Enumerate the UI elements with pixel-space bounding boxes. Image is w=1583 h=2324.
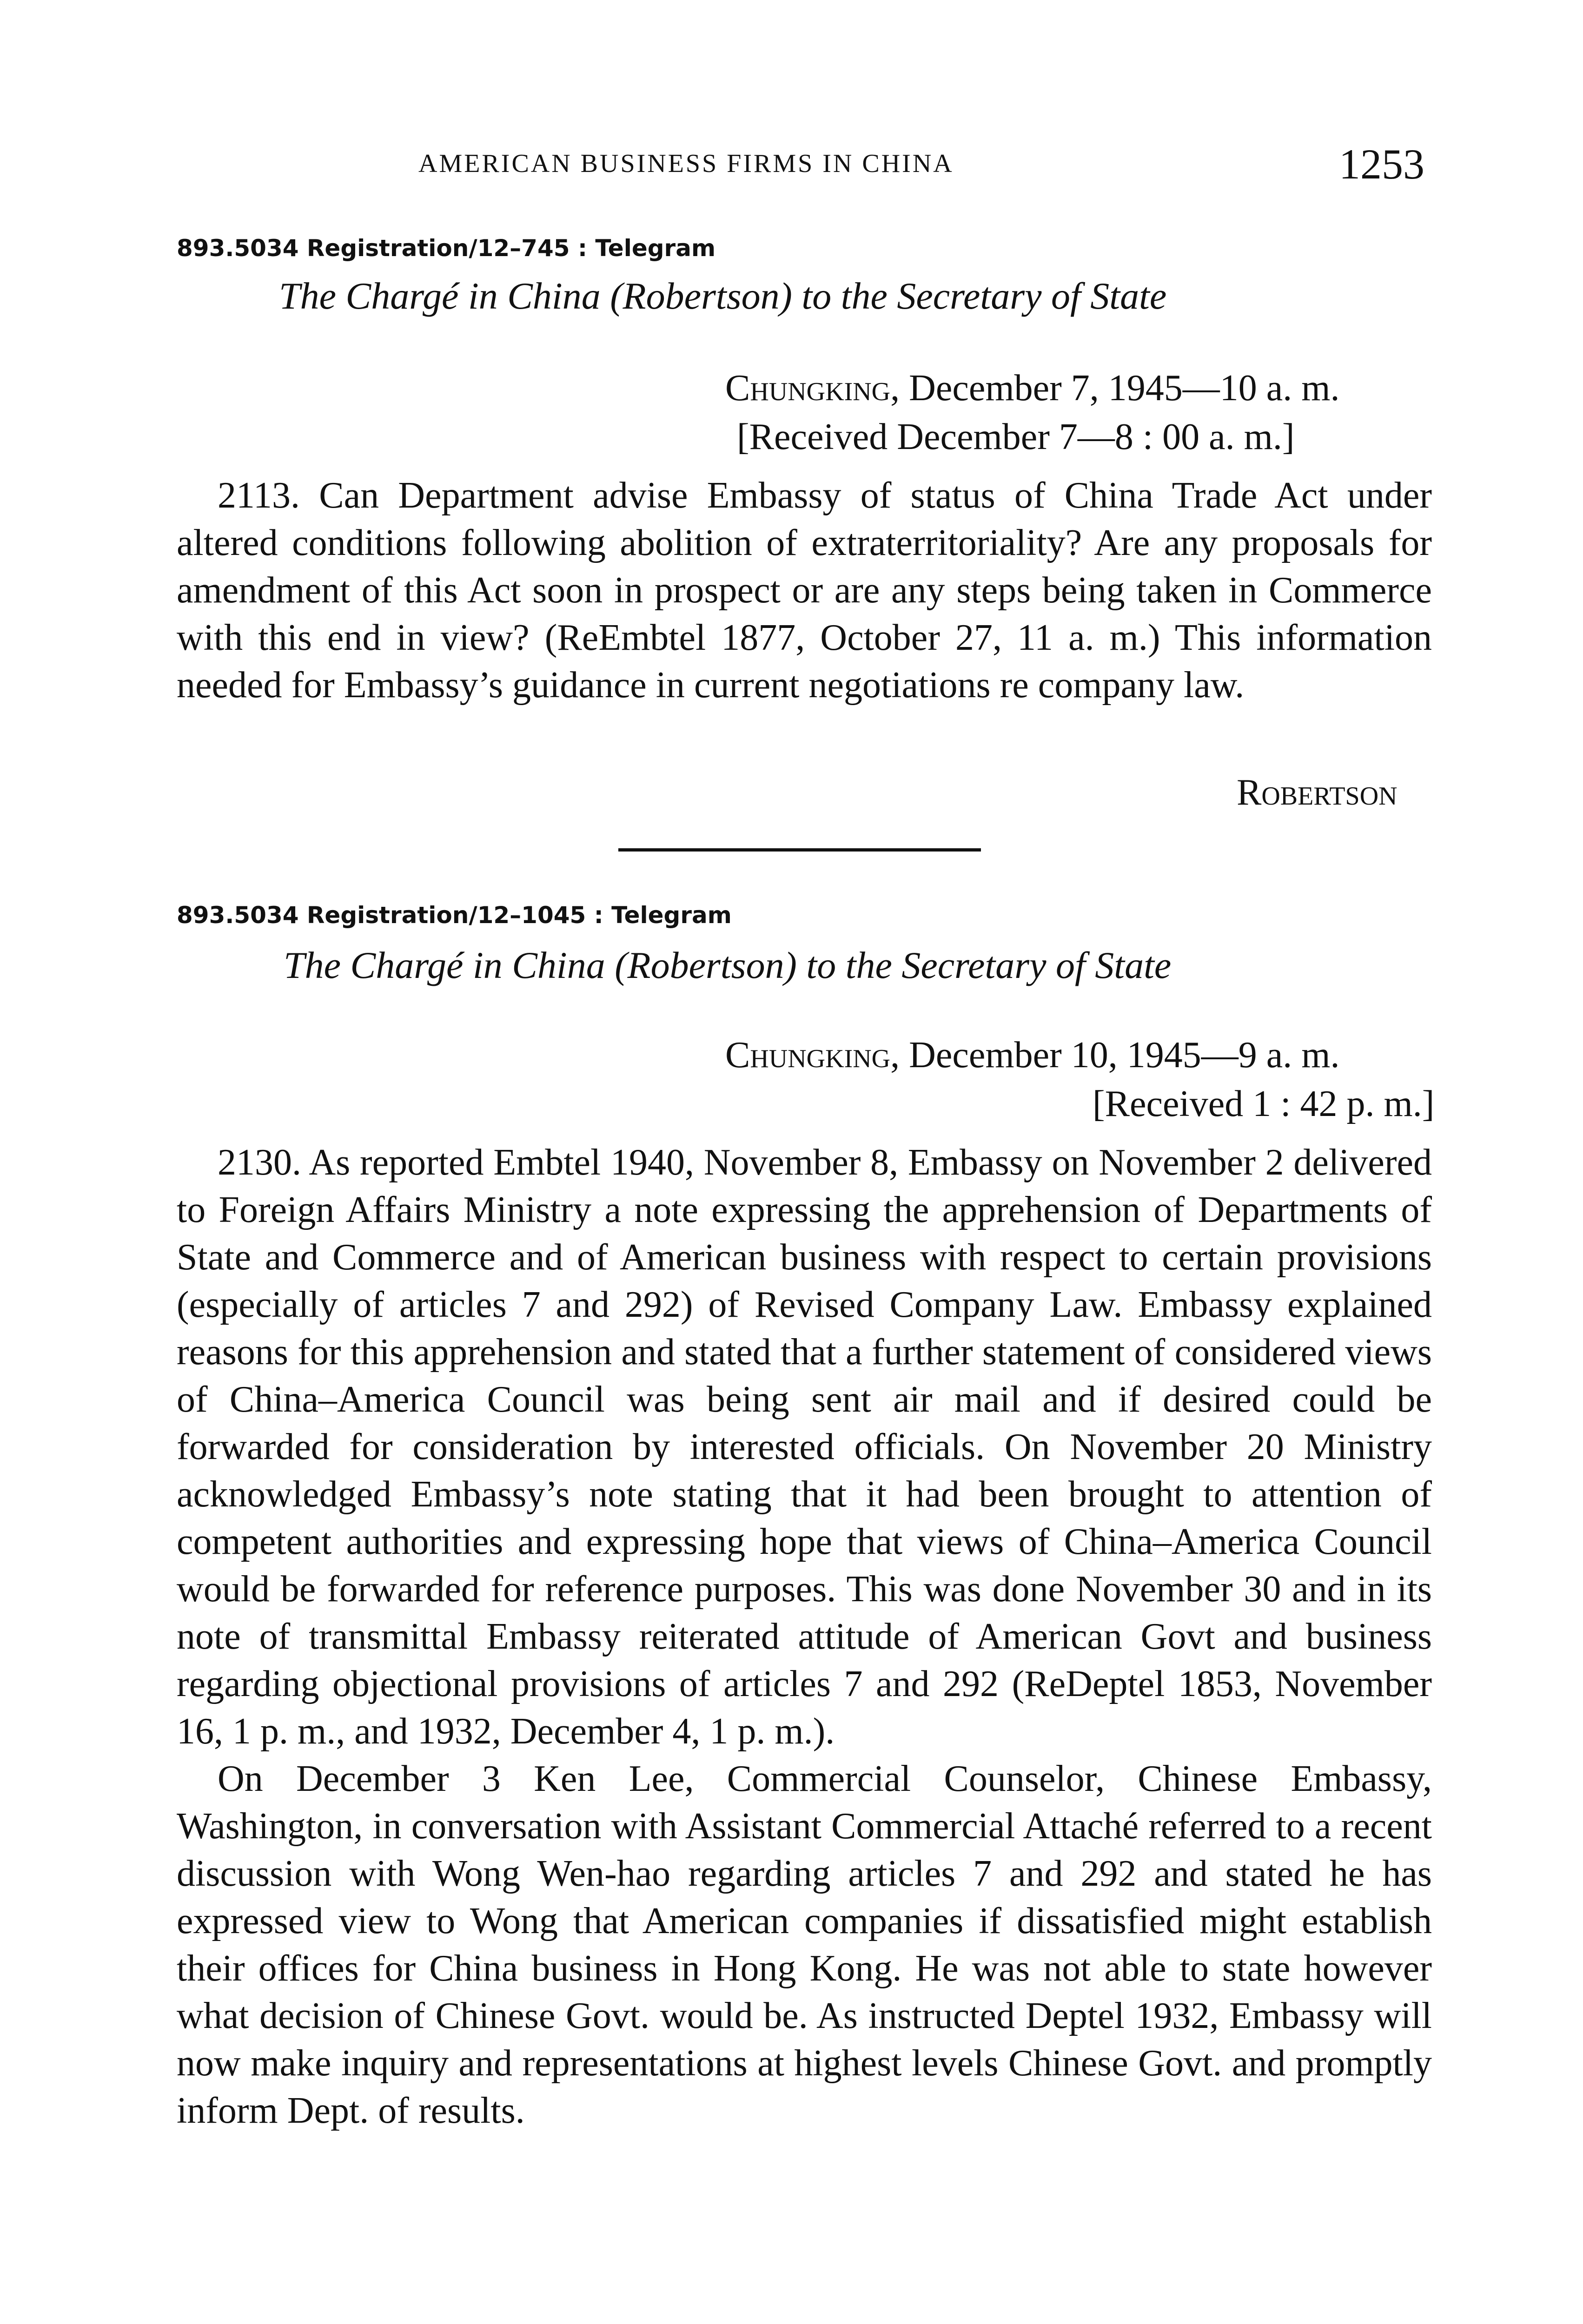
document-body-1 — [177, 472, 1432, 709]
dateline-2 — [725, 1034, 1340, 1076]
dateline-date-1: , December 7, 1945—10 a. m. — [890, 368, 1340, 409]
file-reference-1: 893.5034 Registration/12–745 : Telegram — [177, 235, 716, 262]
dateline-date-2: , December 10, 1945—9 a. m. — [890, 1035, 1340, 1076]
file-reference-2: 893.5034 Registration/12–1045 : Telegram — [177, 902, 732, 929]
page-number: 1253 — [1339, 140, 1424, 188]
paragraph: 2130. As reported Embtel 1940, November 8, Embassy on November 2 delivered to Foreign Affairs Ministry a note expressing the apprehension of Departments of State and Commerce and of American business with respect to certain provisions (especially of articles 7 and 292) of Revised Company Law. Embassy explained reasons for this apprehension and stated that a further statement of considered views of China–America Council was being sent air mail and if desired could be forwarded for consideration by interested officials. On November 20 Ministry acknowledged Embassy’s note stating that it had been brought to attention of competent authorities and expressing hope that views of China–America Council would be forwarded for reference purposes. This was done November 30 and in its note of transmittal Embassy reiterated attitude of American Govt and business regarding objectional provisions of articles 7 and 292 (ReDeptel 1853, November 16, 1 p. m., and 1932, December 4, 1 p. m.). — [177, 1142, 1432, 1752]
received-note-1: [Received December 7—8 : 00 a. m.] — [737, 416, 1295, 457]
document-heading-1: The Chargé in China (Robertson) to the Secretary of State — [279, 275, 1167, 317]
paragraph: 2113. Can Department advise Embassy of status of China Trade Act under altered conditions following abolition of extraterritoriality? Are any proposals for amendment of this Act soon in prospect or are any steps being taken in Commerce with this end in view? (ReEmbtel 1877, October 27, 11 a. m.) This information needed for Embassy’s guidance in current negotiations re company law. — [177, 475, 1432, 706]
dateline-1 — [725, 367, 1340, 409]
signature: Robertson — [1237, 772, 1398, 813]
document-heading-2: The Chargé in China (Robertson) to the Secretary of State — [284, 944, 1172, 986]
section-divider — [618, 848, 981, 852]
received-note-2: [Received 1 : 42 p. m.] — [1093, 1083, 1435, 1124]
dateline-place-1: Chungking — [725, 368, 891, 409]
document-body-2 — [177, 1139, 1432, 2134]
paragraph: On December 3 Ken Lee, Commercial Counselor, Chinese Embassy, Washington, in conversation with Assistant Commercial Attaché referred to a recent discussion with Wong Wen-hao regarding articles 7 and 292 and stated he has expressed view to Wong that American companies if dissatisfied might establish their offices for China business in Hong Kong. He was not able to state however what decision of Chinese Govt. would be. As instructed Deptel 1932, Embassy will now make inquiry and representations at highest levels Chinese Govt. and promptly inform Dept. of results. — [177, 1758, 1432, 2131]
dateline-place-2: Chungking — [725, 1035, 891, 1076]
running-header: AMERICAN BUSINESS FIRMS IN CHINA — [418, 149, 954, 178]
